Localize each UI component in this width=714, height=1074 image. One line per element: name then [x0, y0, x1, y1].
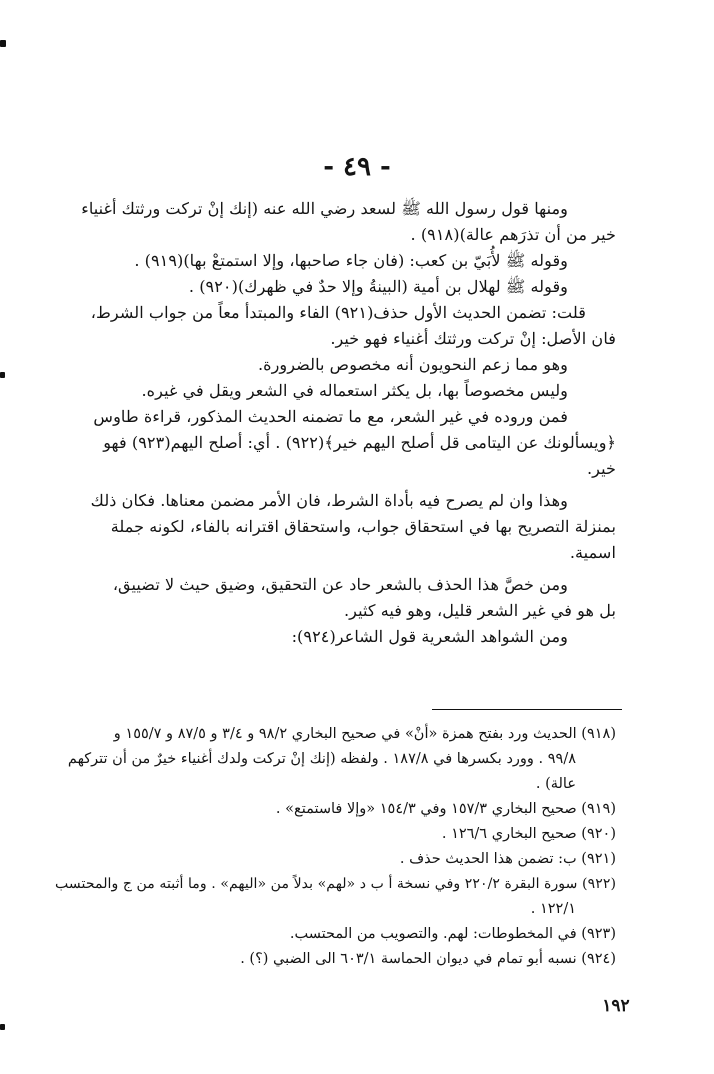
main-text [52, 196, 616, 650]
footnote-line: (٩١٨) الحديث ورد بفتح همزة «أنْ» في صحيح البخاري ٩٨/٢ و ٣/٤ و ٨٧/٥ و ١٥٥/٧ و [113, 726, 616, 742]
text-line: خير. [587, 459, 616, 478]
text-line: فان الأصل: إنْ تركت ورثتك أغنياء فهو خير. [330, 329, 616, 348]
text-line: ﴿ويسألونك عن اليتامى قل أصلح اليهم خير﴾(٩٢٢) . أي: أصلح اليهم(٩٢٣) فهو [103, 433, 616, 452]
scan-edge-mark [0, 40, 6, 47]
text-line: اسمية. [569, 543, 616, 562]
footnote-line: (٩٢٢) سورة البقرة ٢٢٠/٢ وفي نسخة أ ب د «لهم» بدلاً من «اليهم» . وما أثبته من ج والمحتسب [54, 876, 616, 892]
text-line: خير من أن تذرَهم عالة)(٩١٨) . [410, 225, 616, 244]
text-line: قلت: تضمن الحديث الأول حذف(٩٢١) الفاء والمبتدأ معاً من جواب الشرط، [90, 303, 586, 322]
footnote-line: ١٢٢/١ . [530, 901, 576, 917]
text-line: وقوله ﷺ لهلال بن أمية (البينةُ وإلا حدٌ في ظهرك)(٩٢٠) . [188, 277, 568, 296]
page-header-number: - ٤٩ - [323, 152, 391, 182]
footnote-line: (٩١٩) صحيح البخاري ١٥٧/٣ وفي ١٥٤/٣ «وإلا فاستمتع» . [275, 801, 616, 817]
footnote-line: (٩٢١) ب: تضمن هذا الحديث حذف . [399, 851, 616, 867]
footnote-separator [432, 709, 622, 710]
footnote-line: ٩٩/٨ . وورد بكسرها في ١٨٧/٨ . ولفظه (إنك إنْ تركت ولدك أغنياء خيرٌ من أن تتركهم [67, 751, 576, 767]
scan-edge-mark [0, 372, 5, 378]
scan-edge-mark [0, 1024, 5, 1030]
footnote-line: عالة) . [535, 776, 576, 792]
footnote-line: (٩٢٤) نسبه أبو تمام في ديوان الحماسة ٦٠٣/١ الى الضبي (؟) . [240, 951, 616, 967]
text-line: وهذا وان لم يصرح فيه بأداة الشرط، فان الأمر مضمن معناها. فكان ذلك [90, 491, 568, 510]
text-line: ومن الشواهد الشعرية قول الشاعر(٩٢٤): [291, 627, 568, 646]
text-line: فمن وروده في غير الشعر، مع ما تضمنه الحديث المذكور، قراءة طاوس [93, 407, 568, 426]
text-line: وقوله ﷺ لأُبَيّ بن كعب: (فان جاء صاحبها، وإلا استمتعْ بها)(٩١٩) . [134, 251, 568, 270]
text-line: وهو مما زعم النحويون أنه مخصوص بالضرورة. [257, 355, 568, 374]
text-line: ومنها قول رسول الله ﷺ لسعد رضي الله عنه (إنك إنْ تركت ورثتك أغنياء [81, 199, 568, 218]
text-line: بمنزلة التصريح بها في استحقاق جواب، واستحقاق اقترانه بالفاء، لكونه جملة [110, 517, 616, 536]
text-line: وليس مخصوصاً بها، بل يكثر استعماله في الشعر ويقل في غيره. [141, 381, 568, 400]
footnote-line: (٩٢٣) في المخطوطات: لهم. والتصويب من المحتسب. [289, 926, 616, 942]
text-line: ومن خصَّ هذا الحذف بالشعر حاد عن التحقيق، وضيق حيث لا تضييق، [112, 575, 568, 594]
footnotes [52, 722, 616, 972]
page-folio-number: ١٩٢ [602, 996, 630, 1016]
text-line: بل هو في غير الشعر قليل، وهو فيه كثير. [344, 601, 616, 620]
footnote-line: (٩٢٠) صحيح البخاري ١٢٦/٦ . [441, 826, 616, 842]
